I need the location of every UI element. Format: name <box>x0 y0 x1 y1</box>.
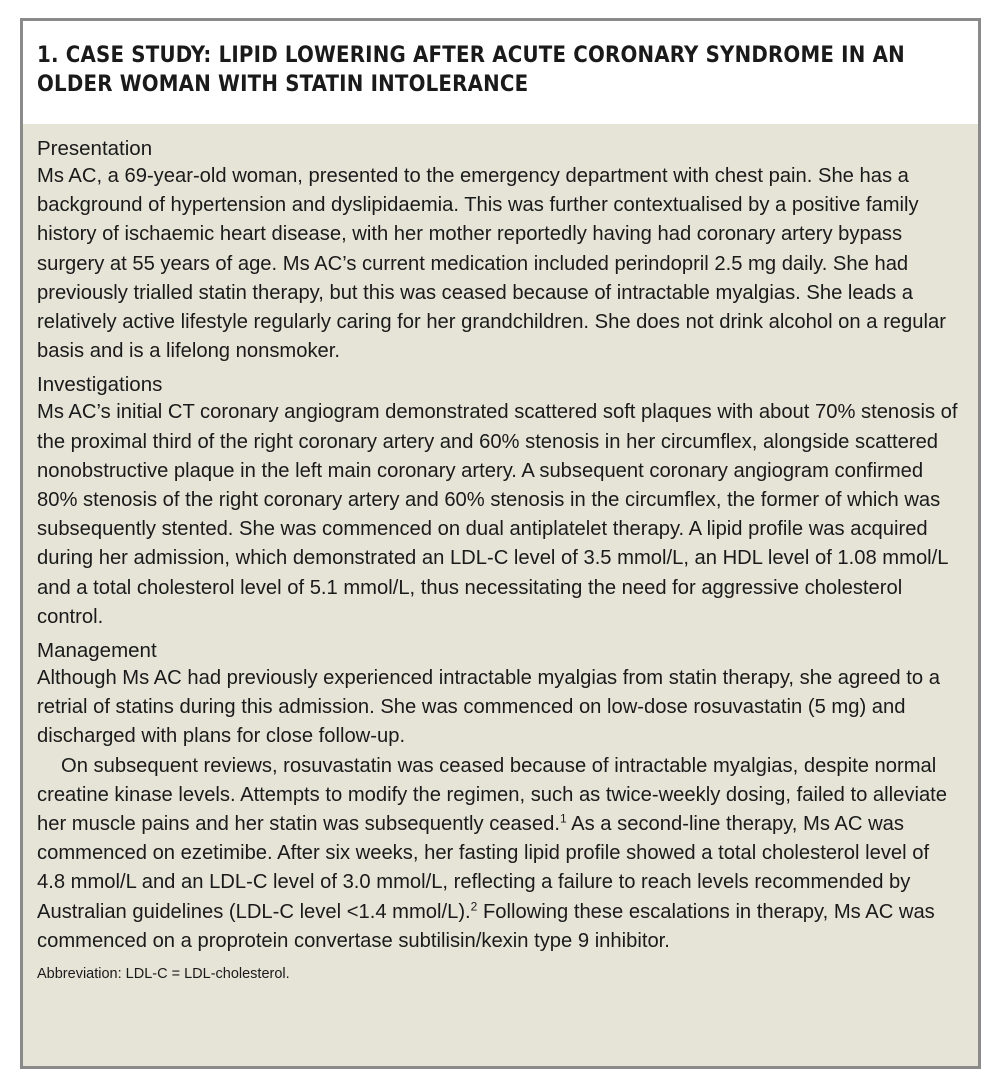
reference-2: 2 <box>470 898 478 913</box>
title-line-1: 1. CASE STUDY: LIPID LOWERING AFTER ACUTE CORONARY SYNDROME IN AN <box>37 43 905 68</box>
presentation-text: Ms AC, a 69-year-old woman, presented to the emergency department with chest pain. She has a background of hypertension and dyslipidaemia. This was further contextualised by a positive family history of ischaemic heart disease, with her mother reportedly having had coronary artery bypass surgery at 55 years of age. Ms AC’s current medication included perindopril 2.5 mg daily. She had previously trialled statin therapy, but this was ceased because of intractable myalgias. She leads a relatively active lifestyle regularly caring for her grandchildren. She does not drink alcohol on a regular basis and is a lifelong nonsmoker. <box>37 165 946 363</box>
reference-1: 1 <box>559 811 567 826</box>
management-heading: Management <box>37 639 157 663</box>
title-bar <box>23 21 978 124</box>
management-paragraph-2-part-b: As a second-line therapy, Ms AC was commenced on ezetimibe. After six weeks, her fasting lipid profile showed a total cholesterol level of 4.8 mmol/L and an LDL-C level of 3.0 mmol/L, reflecting a failure to reach levels recommended by Australian guidelines (LDL-C level <1.4 mmol/L). <box>37 813 930 923</box>
presentation-heading: Presentation <box>37 137 153 160</box>
box-title <box>37 41 962 99</box>
management-paragraph-2-part-a: On subsequent reviews, rosuvastatin was ceased because of intractable myalgias, despite normal creatine kinase levels. Attempts to modify the regimen, such as twice-weekly dosing, failed to alleviate her muscle pains and her statin was subsequently ceased. <box>37 754 948 836</box>
abbreviation-note: Abbreviation: LDL-C = LDL-cholesterol. <box>37 966 290 983</box>
management-paragraph-1: Although Ms AC had previously experienced intractable myalgias from statin therapy, she agreed to a retrial of statins during this admission. She was commenced on low-dose rosuvastatin (5 mg) and discharged with plans for close follow-up. <box>37 667 940 748</box>
case-study-box <box>20 18 981 1069</box>
case-study-content <box>23 136 978 984</box>
investigations-heading: Investigations <box>37 373 163 397</box>
management-paragraph-2-part-c: Following these escalations in therapy, Ms AC was commenced on a proprotein convertase subtilisin/kexin type 9 inhibitor. <box>37 900 935 952</box>
management-paragraph-2 <box>37 752 962 956</box>
investigations-text: Ms AC’s initial CT coronary angiogram demonstrated scattered soft plaques with about 70% stenosis of the proximal third of the right coronary artery and 60% stenosis in her circumflex, alongside scattered nonobstructive plaque in the left main coronary artery. A subsequent coronary angiogram confirmed 80% stenosis of the right coronary artery and 60% stenosis in the circumflex, the former of which was subsequently stented. She was commenced on dual antiplatelet therapy. A lipid profile was acquired during her admission, which demonstrated an LDL-C level of 3.5 mmol/L, an HDL level of 1.08 mmol/L and a total cholesterol level of 5.1 mmol/L, thus necessitating the need for aggressive cholesterol control. <box>37 401 958 628</box>
title-line-2: OLDER WOMAN WITH STATIN INTOLERANCE <box>37 72 529 97</box>
